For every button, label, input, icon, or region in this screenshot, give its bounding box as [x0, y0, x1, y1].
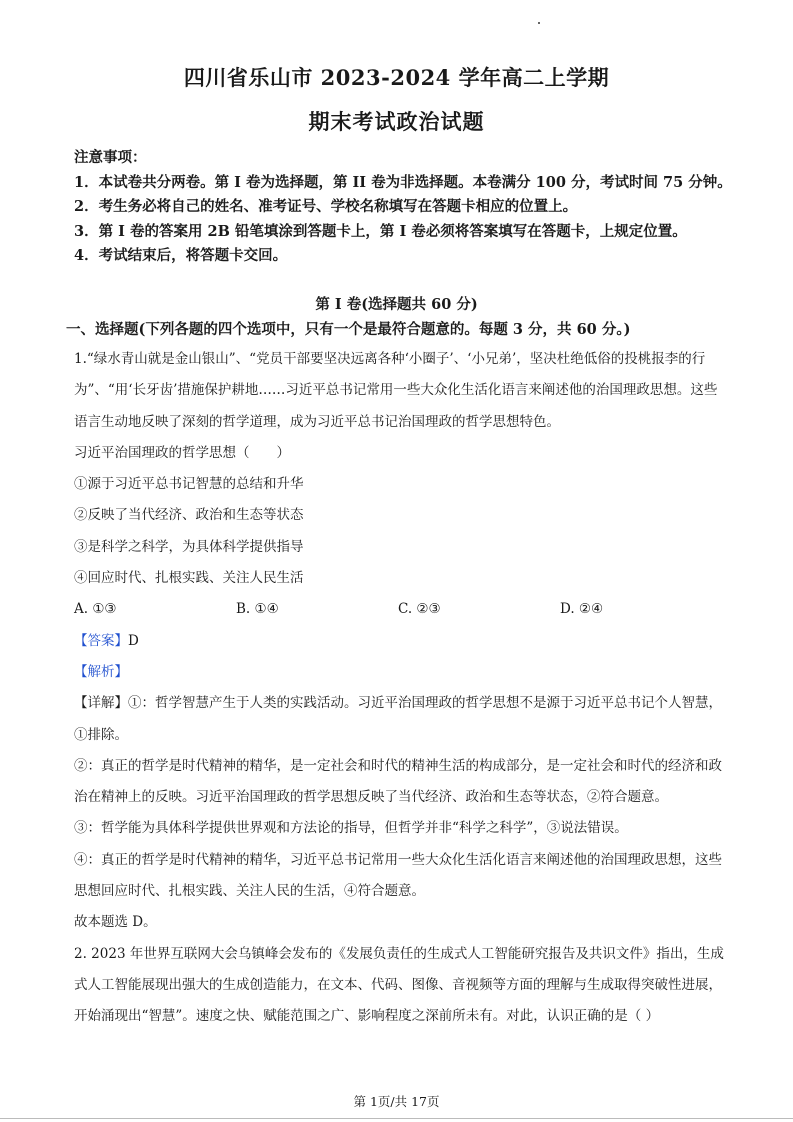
q1-options: [74, 594, 724, 625]
option-d: D. ②④: [560, 601, 604, 618]
explanation-item: [74, 688, 724, 751]
option-b: B. ①④: [236, 601, 279, 618]
answer-value: D: [128, 632, 139, 649]
section-title: 第 I 卷(选择题共 60 分): [315, 296, 478, 313]
note-item: 2．考生务必将自己的姓名、准考证号、学校名称填写在答题卡相应的位置上。: [74, 198, 578, 215]
conclusion: 故本题选 D。: [74, 914, 157, 931]
q1-stem: 1.“绿水青山就是金山银山”、“党员干部要坚决远离各种‘小圈子’、‘小兄弟’，坚决杜绝低俗的投桃报李的行为”、“用‘长牙齿’措施保护耕地……习近平总书记常用一些大众化生活化语言来阐述他的治国理政思想。这些语言生动地反映了深刻的哲学道理，成为习近平总书记治国理政的哲学思想特色。: [74, 351, 718, 430]
option-c: C. ②③: [398, 601, 441, 618]
q1-item: ②反映了当代经济、政治和生态等状态: [74, 507, 304, 524]
q1-item: ①源于习近平总书记智慧的总结和升华: [74, 476, 304, 493]
question-body: [74, 344, 724, 1033]
explanation-item: ④：真正的哲学是时代精神的精华，习近平总书记常用一些大众化生活化语言来阐述他的治国理政思想，这些思想回应时代、扎根实践、关注人民的生活，④符合题意。: [74, 851, 722, 900]
analysis-line: [74, 657, 724, 688]
section-heading: 一、选择题(下列各题的四个选项中，只有一个是最符合题意的。每题 3 分，共 60 分。): [66, 321, 631, 338]
answer-tag: 【答案】: [74, 632, 128, 649]
explanation-item: ②：真正的哲学是时代精神的精华，是一定社会和时代的精神生活的构成部分，是一定社会和时代的经济和政治在精神上的反映。习近平治国理政的哲学思想反映了当代经济、政治和生态等状态，②符合题意。: [74, 757, 722, 806]
analysis-tag: 【解析】: [74, 663, 128, 680]
notes-heading: 注意事项：: [74, 149, 147, 166]
bottom-divider: [0, 1118, 793, 1119]
exam-title: 四川省乐山市 2023-2024 学年高二上学期: [183, 65, 610, 90]
exam-subtitle: 期末考试政治试题: [308, 109, 485, 134]
q1-item: ③是科学之科学，为具体科学提供指导: [74, 538, 304, 555]
page-footer: 第 1页/共 17页: [353, 1094, 440, 1109]
speck: [538, 22, 540, 24]
note-item: 4．考试结束后，将答题卡交回。: [74, 247, 288, 264]
q2-stem: 2. 2023 年世界互联网大会乌镇峰会发布的《发展负责任的生成式人工智能研究报告及共识文件》指出，生成式人工智能展现出强大的生成创造能力，在文本、代码、图像、音视频等方面的理解与生成取得突破性进展，开始涌现出“智慧”。速度之快、赋能范围之广、影响程度之深前所未有。对此，认识正确的是（ ）: [74, 945, 724, 1025]
option-a: A. ①③: [74, 601, 117, 618]
note-item: 1．本试卷共分两卷。第 I 卷为选择题，第 II 卷为非选择题。本卷满分 100 分，考试时间 75 分钟。: [74, 173, 732, 191]
notes-block: [74, 146, 734, 269]
explanation-text: ①：哲学智慧产生于人类的实践活动。习近平治国理政的哲学思想不是源于习近平总书记个人智慧，①排除。: [74, 695, 722, 743]
note-item: 3．第 I 卷的答案用 2B 铅笔填涂到答题卡上，第 I 卷必须将答案填写在答题卡，上规定位置。: [74, 222, 687, 240]
answer-line: [74, 626, 724, 657]
q1-question: 习近平治国理政的哲学思想（ ）: [74, 444, 290, 461]
explanation-item: ③：哲学能为具体科学提供世界观和方法论的指导，但哲学并非“科学之科学”，③说法错误。: [74, 820, 628, 837]
detail-tag: 【详解】: [74, 695, 128, 712]
q1-item: ④回应时代、扎根实践、关注人民生活: [74, 570, 304, 587]
